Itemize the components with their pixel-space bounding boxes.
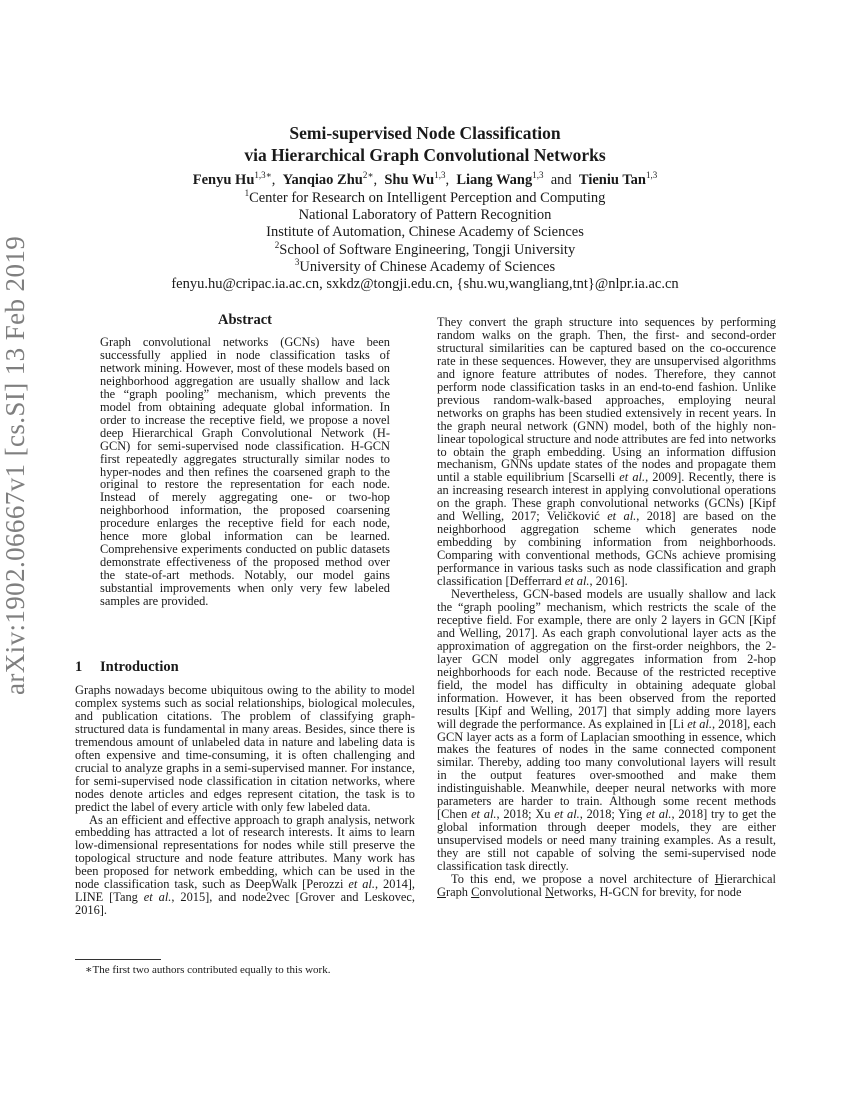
- text-italic: et al.: [348, 877, 375, 892]
- author-affil-sup: 2∗: [362, 170, 374, 181]
- text-run: , 2009]. Recently, there is an increasing research interest in applying convolutional operations on the graph. These graph convolutional networks (GCNs) [Kipf and Welling, 2017; Veličković: [437, 470, 777, 524]
- affil-text: University of Chinese Academy of Sciences: [299, 258, 556, 275]
- arxiv-side-stamp: arXiv:1902.06667v1 [cs.SI] 13 Feb 2019: [0, 235, 30, 695]
- text-run: , 2016].: [589, 574, 628, 589]
- author-list: Fenyu $Hu^{1,3∗}$, Yanqiao Zhu$^{2∗}$, Shu Wu$^{1,3}$, Liang Wang$^{1,3}$ and Tieniu Tan$^{1,3}$: [192, 170, 658, 188]
- affil-text: Center for Research on Intelligent Perception and Computing: [249, 190, 606, 206]
- abstract-text: Graph convolutional networks (GCNs) have been successfully applied in node classification tasks of network mining. However, most of these models based on neighborhood aggregation are usually shallow and lack the “graph pooling” mechanism, which prevents the model from obtaining adequate global information. In order to increase the receptive field, we propose a novel deep Hierarchical Graph Convolutional Network (H-GCN) for semi-supervised node classification. H-GCN first repeatedly aggregates structurally similar nodes to hyper-nodes and then refines the coarsened graph to the original to restore the representation for each node. Instead of merely aggregating one- or two-hop neighborhood information, the proposed coarsening procedure enlarges the receptive field for each node, hence more global information can be learned. Comprehensive experiments conducted on public datasets demonstrate effectiveness of the proposed method over the state-of-art methods. Notably, our model gains substantial improvements when only very few labeled samples are provided.: [100, 335, 390, 609]
- text-underline: H: [714, 871, 724, 886]
- text-run: To this end, we propose a novel architecture of: [451, 871, 715, 886]
- intro-paragraph-2: [75, 814, 415, 918]
- text-run: , 2015], and node2vec [Grover and Leskovec, 2016].: [75, 890, 415, 918]
- affil-sup: 1: [244, 188, 250, 199]
- right-paragraph-1: [437, 316, 776, 588]
- affiliation-2: [0, 239, 850, 259]
- text-run: etworks, H-GCN for brevity, for node: [554, 884, 742, 899]
- right-paragraph-2: [437, 588, 776, 873]
- text-run: onvolutional: [479, 884, 546, 899]
- text-run: , 2018] are based on the neighborhood aggregation scheme which generates node embedding by combining information from neighborhoods. Comparing with conventional methods, GCNs achieve promising performance in various tasks such as node classification and graph classification [Defferrard: [437, 509, 777, 589]
- intro-paragraph-1: Graphs nowadays become ubiquitous owing to the ability to model complex systems such as social relationships, biological molecules, and publication citations. The problem of classifying graph-structured data is fundamental in many areas. Besides, since there is tremendous amount of unlabeled data in nature and labeling data is often expensive and time-consuming, it is often challenging and crucial to analyze graphs in a semi-supervised manner. For instance, for semi-supervised node classification in citation networks, where nodes denote articles and edges represent citation, the task is to predict the label of every article with only few labeled data.: [75, 683, 415, 814]
- text-run: ierarchical: [723, 871, 776, 886]
- author-affil-sup: 1,3: [532, 170, 544, 181]
- author-emails: fenyu.hu@cripac.ia.ac.cn, sxkdz@tongji.edu.cn, {shu.wu,wangliang,tnt}@nlpr.ia.ac.cn: [171, 276, 679, 293]
- text-run: raph: [445, 884, 472, 899]
- text-run: , 2014], LINE [Tang: [75, 877, 416, 905]
- affiliation-1c: Institute of Automation, Chinese Academy of Sciences: [266, 224, 584, 241]
- paper-title-line-1: Semi-supervised Node Classification: [289, 123, 561, 143]
- right-column-body: [437, 316, 776, 899]
- text-underline: C: [471, 884, 480, 899]
- section-heading: [75, 659, 179, 676]
- text-italic: et al.: [607, 509, 637, 524]
- text-underline: N: [545, 884, 555, 899]
- abstract-body: [100, 336, 390, 608]
- text-run: As an efficient and effective approach to graph analysis, network embedding has attracted a lot of research interests. It aims to learn low-dimensional representations for nodes while still preserve the topological structure and node feature attributes. Many work has been proposed for network embedding, which can be used in the node classification task, such as DeepWalk [Perozzi: [75, 812, 415, 892]
- section-title: Introduction: [100, 659, 179, 675]
- text-italic: et al.: [554, 807, 580, 822]
- affil-sup: 3: [294, 256, 300, 267]
- affiliations-block: [0, 190, 850, 293]
- text-run: , 2018; Xu: [496, 807, 555, 822]
- author-affil-sup: 1,3: [434, 170, 446, 181]
- text-run: Nevertheless, GCN-based models are usually shallow and lack the “graph pooling” mechanism, which restricts the scale of the receptive field. For example, there are only 2 layers in GCN [Kipf and Welling, 2017]. As each graph convolutional layer acts as the approximation of aggregation on the first-order neighbors, the 2-layer GCN model only aggregates information from 2-hop neighborhoods for each node. Because of the restricted receptive field, the model has difficulty in obtaining adequate global information. However, it has been observed from the reported results [Kipf and Welling, 2017] that simply adding more layers will degrade the performance. As explained in [Li: [437, 587, 776, 731]
- text-run: , 2018] try to get the global information through deeper models, they are either unsupervised models or need many training examples. As a result, they are still not capable of solving the semi-supervised node classification task directly.: [437, 807, 776, 874]
- author-name: Fenyu Hu: [192, 172, 255, 188]
- text-italic: et al.: [143, 890, 172, 905]
- text-italic: et al.: [564, 574, 590, 589]
- left-column-body: [75, 684, 415, 917]
- abstract-heading: Abstract: [218, 312, 272, 328]
- author-conjunction: and: [550, 172, 572, 188]
- author-affil-sup: 1,3: [645, 170, 658, 181]
- text-run: , 2018; Ying: [579, 807, 647, 822]
- text-italic: et al.: [471, 807, 497, 822]
- text-underline: G: [437, 884, 446, 899]
- right-paragraph-3: [437, 873, 776, 899]
- text-italic: et al.: [646, 807, 672, 822]
- section-number: 1: [75, 659, 83, 675]
- author-name: Yanqiao Zhu: [282, 172, 363, 188]
- author-name: Liang Wang: [456, 172, 533, 188]
- affil-sup: 2: [274, 239, 280, 250]
- footnote: ∗The first two authors contributed equally to this work.: [85, 964, 331, 976]
- text-run: They convert the graph structure into sequences by performing random walks on the graph. Then, the first- and second-order structural similarities can be captured based on the co-occurence rate in these sequences. However, they are unsupervised algorithms and ignore feature attributes of nodes. Therefore, they cannot perform node classification tasks in an end-to-end fashion. Unlike previous random-walk-based approaches, employing neural networks on graphs has been studied extensively in recent years. In the graph neural network (GNN) model, both of the highly non-linear topological structure and node attributes are fed into networks to obtain the graph embedding. Using an information diffusion mechanism, GNNs update states of the nodes and propagate them until a stable equilibrium [Scarselli: [437, 315, 776, 485]
- affiliation-3: [0, 256, 850, 276]
- author-affil-sup: 1,3∗: [254, 170, 272, 181]
- affiliation-1: [0, 190, 850, 207]
- affil-text: School of Software Engineering, Tongji University: [279, 241, 576, 258]
- paper-title-line-2: via Hierarchical Graph Convolutional Networks: [244, 145, 606, 165]
- text-italic: et al.: [619, 470, 646, 485]
- text-run: , 2018], each GCN layer acts as a form of Laplacian smoothing in essence, which makes the features of nodes in the same connected component similar. Thereby, adding too many convolutional layers will result in the output features over-smoothed and make them indistinguishable. Meanwhile, deeper neural networks with more parameters are harder to train. Although some recent methods [Chen: [437, 716, 776, 822]
- text-italic: et al.: [687, 716, 712, 731]
- affiliation-1b: National Laboratory of Pattern Recognition: [298, 207, 552, 224]
- author-name: Shu Wu: [384, 172, 435, 188]
- footnote-rule: [75, 959, 161, 960]
- author-name: Tieniu Tan: [578, 172, 646, 188]
